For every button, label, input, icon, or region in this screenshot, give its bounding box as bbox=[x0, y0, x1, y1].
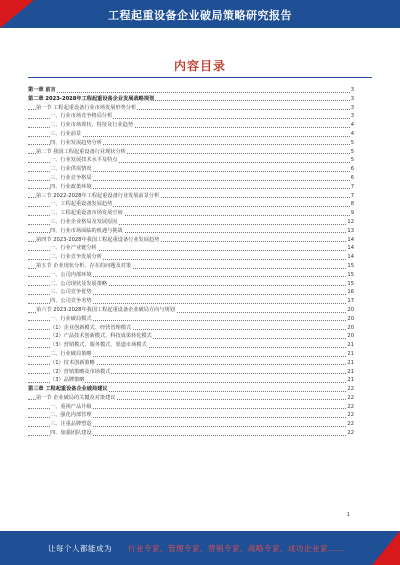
toc-entry[interactable] bbox=[28, 86, 354, 95]
toc-entry[interactable] bbox=[28, 341, 354, 350]
toc-entry-label: 四、行业政策环境 bbox=[50, 183, 92, 190]
toc-entry[interactable] bbox=[28, 429, 354, 438]
toc-entry-page: 14 bbox=[347, 236, 354, 243]
toc-title: 内容目录 bbox=[173, 59, 226, 73]
toc-entry-page: 16 bbox=[347, 289, 354, 296]
table-of-contents bbox=[28, 86, 354, 438]
toc-entry-page: 13 bbox=[347, 227, 354, 234]
toc-entry-page: 20 bbox=[347, 306, 354, 313]
toc-entry[interactable] bbox=[28, 200, 354, 209]
toc-entry-page: 20 bbox=[347, 324, 354, 331]
toc-entry[interactable] bbox=[28, 368, 354, 377]
toc-entry-page: 6 bbox=[350, 174, 354, 181]
toc-entry[interactable] bbox=[28, 183, 354, 192]
toc-entry[interactable] bbox=[28, 376, 354, 385]
page-number: 1 bbox=[346, 512, 350, 518]
toc-entry-label: 四、行业市场面临的机遇与挑战 bbox=[50, 227, 123, 234]
toc-entry-page: 3 bbox=[350, 95, 354, 102]
toc-entry-page: 3 bbox=[350, 87, 354, 93]
toc-entry-label: 四、公司竞争劣势 bbox=[50, 298, 92, 305]
toc-entry-label: 二、行业市场现状、特征及行业趋势 bbox=[50, 122, 134, 129]
toc-entry[interactable] bbox=[28, 95, 354, 104]
report-title: 工程起重设备企业破局策略研究报告 bbox=[108, 9, 292, 22]
toc-entry-label: 三、行业企业格局及发展原因 bbox=[50, 218, 118, 225]
toc-entry-label: 三、行业前景 bbox=[50, 130, 82, 137]
toc-entry-page: 20 bbox=[347, 333, 354, 340]
toc-entry-label: 二、工程起重设备市场发展空间 bbox=[50, 210, 123, 217]
toc-entry-label: 一、工程起重设备发展趋势 bbox=[50, 201, 113, 208]
toc-entry-label: 一、行业产业链分析 bbox=[50, 245, 97, 252]
toc-entry[interactable] bbox=[28, 385, 354, 394]
toc-entry-label: 第一节 工程起重设备行业市场发展形势分析 bbox=[36, 104, 137, 111]
footer-slogan: 让每个人都能成为 bbox=[48, 544, 112, 553]
toc-entry-page: 21 bbox=[347, 359, 354, 366]
toc-entry[interactable] bbox=[28, 324, 354, 333]
toc-entry-page: 14 bbox=[347, 254, 354, 261]
toc-entry[interactable] bbox=[28, 112, 354, 121]
toc-entry[interactable] bbox=[28, 165, 354, 174]
toc-entry-label: 第三节 2022-2028年工程起重设备行业发展前景分析 bbox=[36, 192, 160, 199]
footer-red-accent bbox=[372, 531, 400, 565]
toc-entry-label: 第一节 企业破局的关键及对策建议 bbox=[36, 394, 116, 401]
toc-entry-page: 5 bbox=[350, 139, 354, 146]
toc-entry[interactable] bbox=[28, 104, 354, 113]
toc-entry-label: 二、行业破局策略 bbox=[50, 350, 92, 357]
toc-entry[interactable] bbox=[28, 262, 354, 271]
toc-entry-label: 一、公司内部环境 bbox=[50, 271, 92, 278]
toc-entry-label: 第四节 2023-2028年我国工程起重设备行业发展趋势 bbox=[36, 236, 160, 243]
toc-entry[interactable] bbox=[28, 156, 354, 165]
toc-entry[interactable] bbox=[28, 174, 354, 183]
toc-entry-page: 22 bbox=[347, 421, 354, 428]
toc-entry[interactable] bbox=[28, 271, 354, 280]
toc-entry-page: 22 bbox=[347, 403, 354, 410]
toc-entry[interactable] bbox=[28, 350, 354, 359]
toc-entry-page: 22 bbox=[347, 412, 354, 419]
toc-entry-page: 5 bbox=[350, 157, 354, 164]
toc-entry[interactable] bbox=[28, 411, 354, 420]
toc-entry-label: 一、重视产品升级 bbox=[50, 403, 92, 410]
toc-entry-label: 第三章 工程起重设备企业破局建议 bbox=[28, 386, 108, 393]
toc-entry[interactable] bbox=[28, 297, 354, 306]
toc-entry[interactable] bbox=[28, 359, 354, 368]
toc-entry-label: 第二章 2023-2028年工程起重设备企业发展战略规划 bbox=[28, 95, 155, 102]
toc-entry-label: 四、行业发展趋势分析 bbox=[50, 139, 102, 146]
toc-entry-page: 5 bbox=[350, 148, 354, 155]
toc-entry-label: 三、行业竞争格局 bbox=[50, 174, 92, 181]
toc-entry-page: 21 bbox=[347, 368, 354, 375]
toc-entry-label: 一、行业破局模式 bbox=[50, 315, 92, 322]
toc-entry[interactable] bbox=[28, 227, 354, 236]
toc-entry[interactable] bbox=[28, 192, 354, 201]
toc-entry-label: （2）产品技术创新模式、科技成果转化模式 bbox=[50, 333, 152, 340]
toc-entry[interactable] bbox=[28, 306, 354, 315]
toc-entry-page: 21 bbox=[347, 342, 354, 349]
toc-entry-label: 一、行业市场竞争格局分析 bbox=[50, 113, 113, 120]
toc-entry-label: 第一章 前言 bbox=[28, 87, 56, 93]
page-footer bbox=[0, 531, 400, 565]
toc-entry-page: 4 bbox=[350, 122, 354, 129]
toc-entry-page: 15 bbox=[347, 280, 354, 287]
toc-entry-page: 22 bbox=[347, 386, 354, 393]
toc-entry-label: 四、加强团队建设 bbox=[50, 430, 92, 437]
toc-entry-page: 6 bbox=[350, 166, 354, 173]
toc-entry[interactable] bbox=[28, 236, 354, 245]
toc-entry-page: 4 bbox=[350, 130, 354, 137]
toc-entry[interactable] bbox=[28, 280, 354, 289]
toc-entry-page: 3 bbox=[350, 113, 354, 120]
toc-entry-label: 二、行业竞争发展分析 bbox=[50, 254, 102, 261]
toc-entry-label: （3）营销模式、服务模式、渠道市场模式 bbox=[50, 342, 147, 349]
toc-entry[interactable] bbox=[28, 315, 354, 324]
toc-entry-page: 9 bbox=[350, 210, 354, 217]
toc-entry-page: 8 bbox=[350, 201, 354, 208]
toc-entry[interactable] bbox=[28, 420, 354, 429]
toc-entry[interactable] bbox=[28, 288, 354, 297]
toc-entry-page: 21 bbox=[347, 377, 354, 384]
toc-entry-page: 15 bbox=[347, 271, 354, 278]
toc-entry[interactable] bbox=[28, 209, 354, 218]
toc-entry[interactable] bbox=[28, 253, 354, 262]
toc-entry-label: 二、行业供需情况 bbox=[50, 166, 92, 173]
toc-entry[interactable] bbox=[28, 218, 354, 227]
toc-entry-page: 7 bbox=[350, 192, 354, 199]
toc-entry-label: （2）营销策略及市场模式 bbox=[50, 368, 111, 375]
toc-entry[interactable] bbox=[28, 332, 354, 341]
toc-entry-page: 15 bbox=[347, 262, 354, 269]
toc-entry-label: （1）技术创新策略 bbox=[50, 359, 95, 366]
toc-entry-page: 21 bbox=[347, 350, 354, 357]
toc-entry-label: 第五节 企业现状分析、存在的问题及对策 bbox=[36, 262, 132, 269]
toc-entry-label: （1）企业创新模式、经营管理模式 bbox=[50, 324, 132, 331]
page-header bbox=[0, 0, 400, 28]
toc-entry-page: 22 bbox=[347, 430, 354, 437]
toc-entry-page: 3 bbox=[350, 104, 354, 111]
toc-entry-label: 三、注重品牌塑造 bbox=[50, 421, 92, 428]
toc-entry-page: 22 bbox=[347, 394, 354, 401]
toc-entry-label: 第二节 我国工程起重设备行业现状分析 bbox=[36, 148, 126, 155]
toc-entry[interactable] bbox=[28, 121, 354, 130]
toc-entry-page: 12 bbox=[347, 218, 354, 225]
toc-entry[interactable] bbox=[28, 403, 354, 412]
toc-entry[interactable] bbox=[28, 394, 354, 403]
toc-entry[interactable] bbox=[28, 148, 354, 157]
toc-entry[interactable] bbox=[28, 130, 354, 139]
toc-entry-label: （3）品牌策略 bbox=[50, 377, 85, 384]
toc-entry-page: 14 bbox=[347, 245, 354, 252]
toc-entry-page: 20 bbox=[347, 315, 354, 322]
toc-entry-label: 二、公司现状及发展策略 bbox=[50, 280, 108, 287]
toc-entry-page: 7 bbox=[350, 183, 354, 190]
toc-entry-label: 三、公司竞争优势 bbox=[50, 289, 92, 296]
toc-leader-dots bbox=[28, 92, 354, 93]
toc-entry[interactable] bbox=[28, 139, 354, 148]
toc-entry-label: 第六节 2023-2028年我国工程起重设备企业破局方向与规划 bbox=[36, 306, 175, 313]
toc-entry-label: 二、强化内部管理 bbox=[50, 412, 92, 419]
toc-divider bbox=[28, 77, 372, 78]
footer-tagline: 行业专家、管理专家、营销专家、战略专家、成功企业家…… bbox=[128, 544, 344, 553]
toc-entry[interactable] bbox=[28, 244, 354, 253]
toc-entry-label: 一、行业发展技术水平及特点 bbox=[50, 157, 118, 164]
toc-entry-page: 17 bbox=[347, 298, 354, 305]
